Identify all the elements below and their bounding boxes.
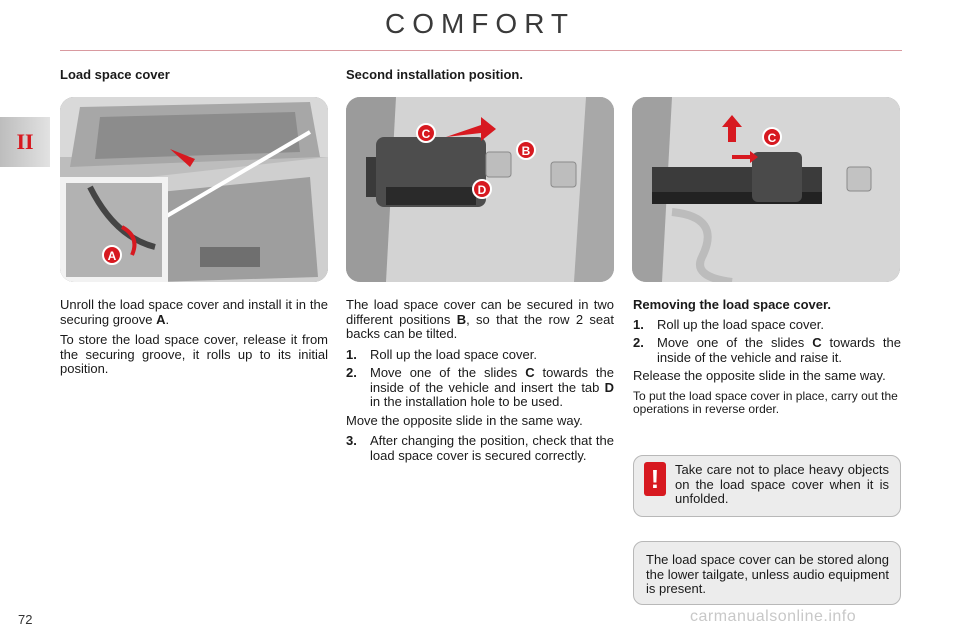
col3-closing: To put the load space cover in place, carry out the operations in reverse order. bbox=[633, 388, 898, 416]
photo-removing-cover bbox=[632, 97, 900, 282]
info-text: The load space cover can be stored along the lower tailgate, unless audio equipment is present. bbox=[646, 552, 889, 596]
col3-step-1: 1. Roll up the load space cover. bbox=[633, 316, 824, 332]
photo-second-position bbox=[346, 97, 614, 282]
col2-step-1: 1. Roll up the load space cover. bbox=[346, 346, 537, 362]
warning-box bbox=[633, 455, 901, 517]
photo-load-space-cover-drawing bbox=[60, 97, 328, 282]
col1-text bbox=[60, 298, 328, 383]
col3-step-2: 2. Move one of the slides C towards the inside of the vehicle and raise it. bbox=[633, 335, 901, 365]
info-box bbox=[633, 541, 901, 605]
col2-step-3: 3. After changing the position, check that the load space cover is secured correctly. bbox=[346, 433, 614, 463]
photo-second-position-drawing bbox=[346, 97, 614, 282]
photo-label-c: C bbox=[421, 127, 431, 141]
warning-icon: ! bbox=[644, 462, 666, 496]
col1-paragraph-2: To store the load space cover, release it from the securing groove, it rolls up to its initial position. bbox=[60, 332, 328, 376]
page-number: 72 bbox=[18, 612, 33, 627]
photo-removing-cover-drawing bbox=[632, 97, 900, 282]
chapter-number: II bbox=[16, 129, 34, 154]
col1-paragraph-1: Unroll the load space cover and install it in the securing groove A. bbox=[60, 297, 328, 327]
page-title: COMFORT bbox=[384, 8, 576, 39]
section-heading-second-position: Second installation position. bbox=[346, 67, 523, 82]
chapter-tab bbox=[0, 117, 50, 167]
col2-step-2: 2. Move one of the slides C towards the inside of the vehicle and insert the tab D in the installation hole to be used. bbox=[346, 365, 614, 409]
col3-step-2-extra: Release the opposite slide in the same way. bbox=[633, 368, 886, 383]
photo-label-b: B bbox=[521, 144, 531, 158]
col2-intro: The load space cover can be secured in two different positions B, so that the row 2 seat backs can be tilted. bbox=[346, 297, 614, 341]
photo-label-d: D bbox=[477, 183, 487, 197]
photo-label-c-remove: C bbox=[767, 131, 777, 145]
warning-text: Take care not to place heavy objects on the load space cover when it is unfolded. bbox=[675, 462, 889, 506]
section-heading-removing: Removing the load space cover. bbox=[633, 297, 831, 312]
col2-text bbox=[346, 298, 614, 467]
col2-step-2-extra: Move the opposite slide in the same way. bbox=[346, 412, 583, 428]
header-rule bbox=[60, 50, 902, 51]
photo-load-space-cover bbox=[60, 97, 328, 282]
section-heading-load-space-cover: Load space cover bbox=[60, 67, 170, 82]
col3-text bbox=[633, 298, 901, 423]
photo-label-a: A bbox=[107, 249, 117, 263]
watermark: carmanualsonline.info bbox=[690, 608, 857, 625]
